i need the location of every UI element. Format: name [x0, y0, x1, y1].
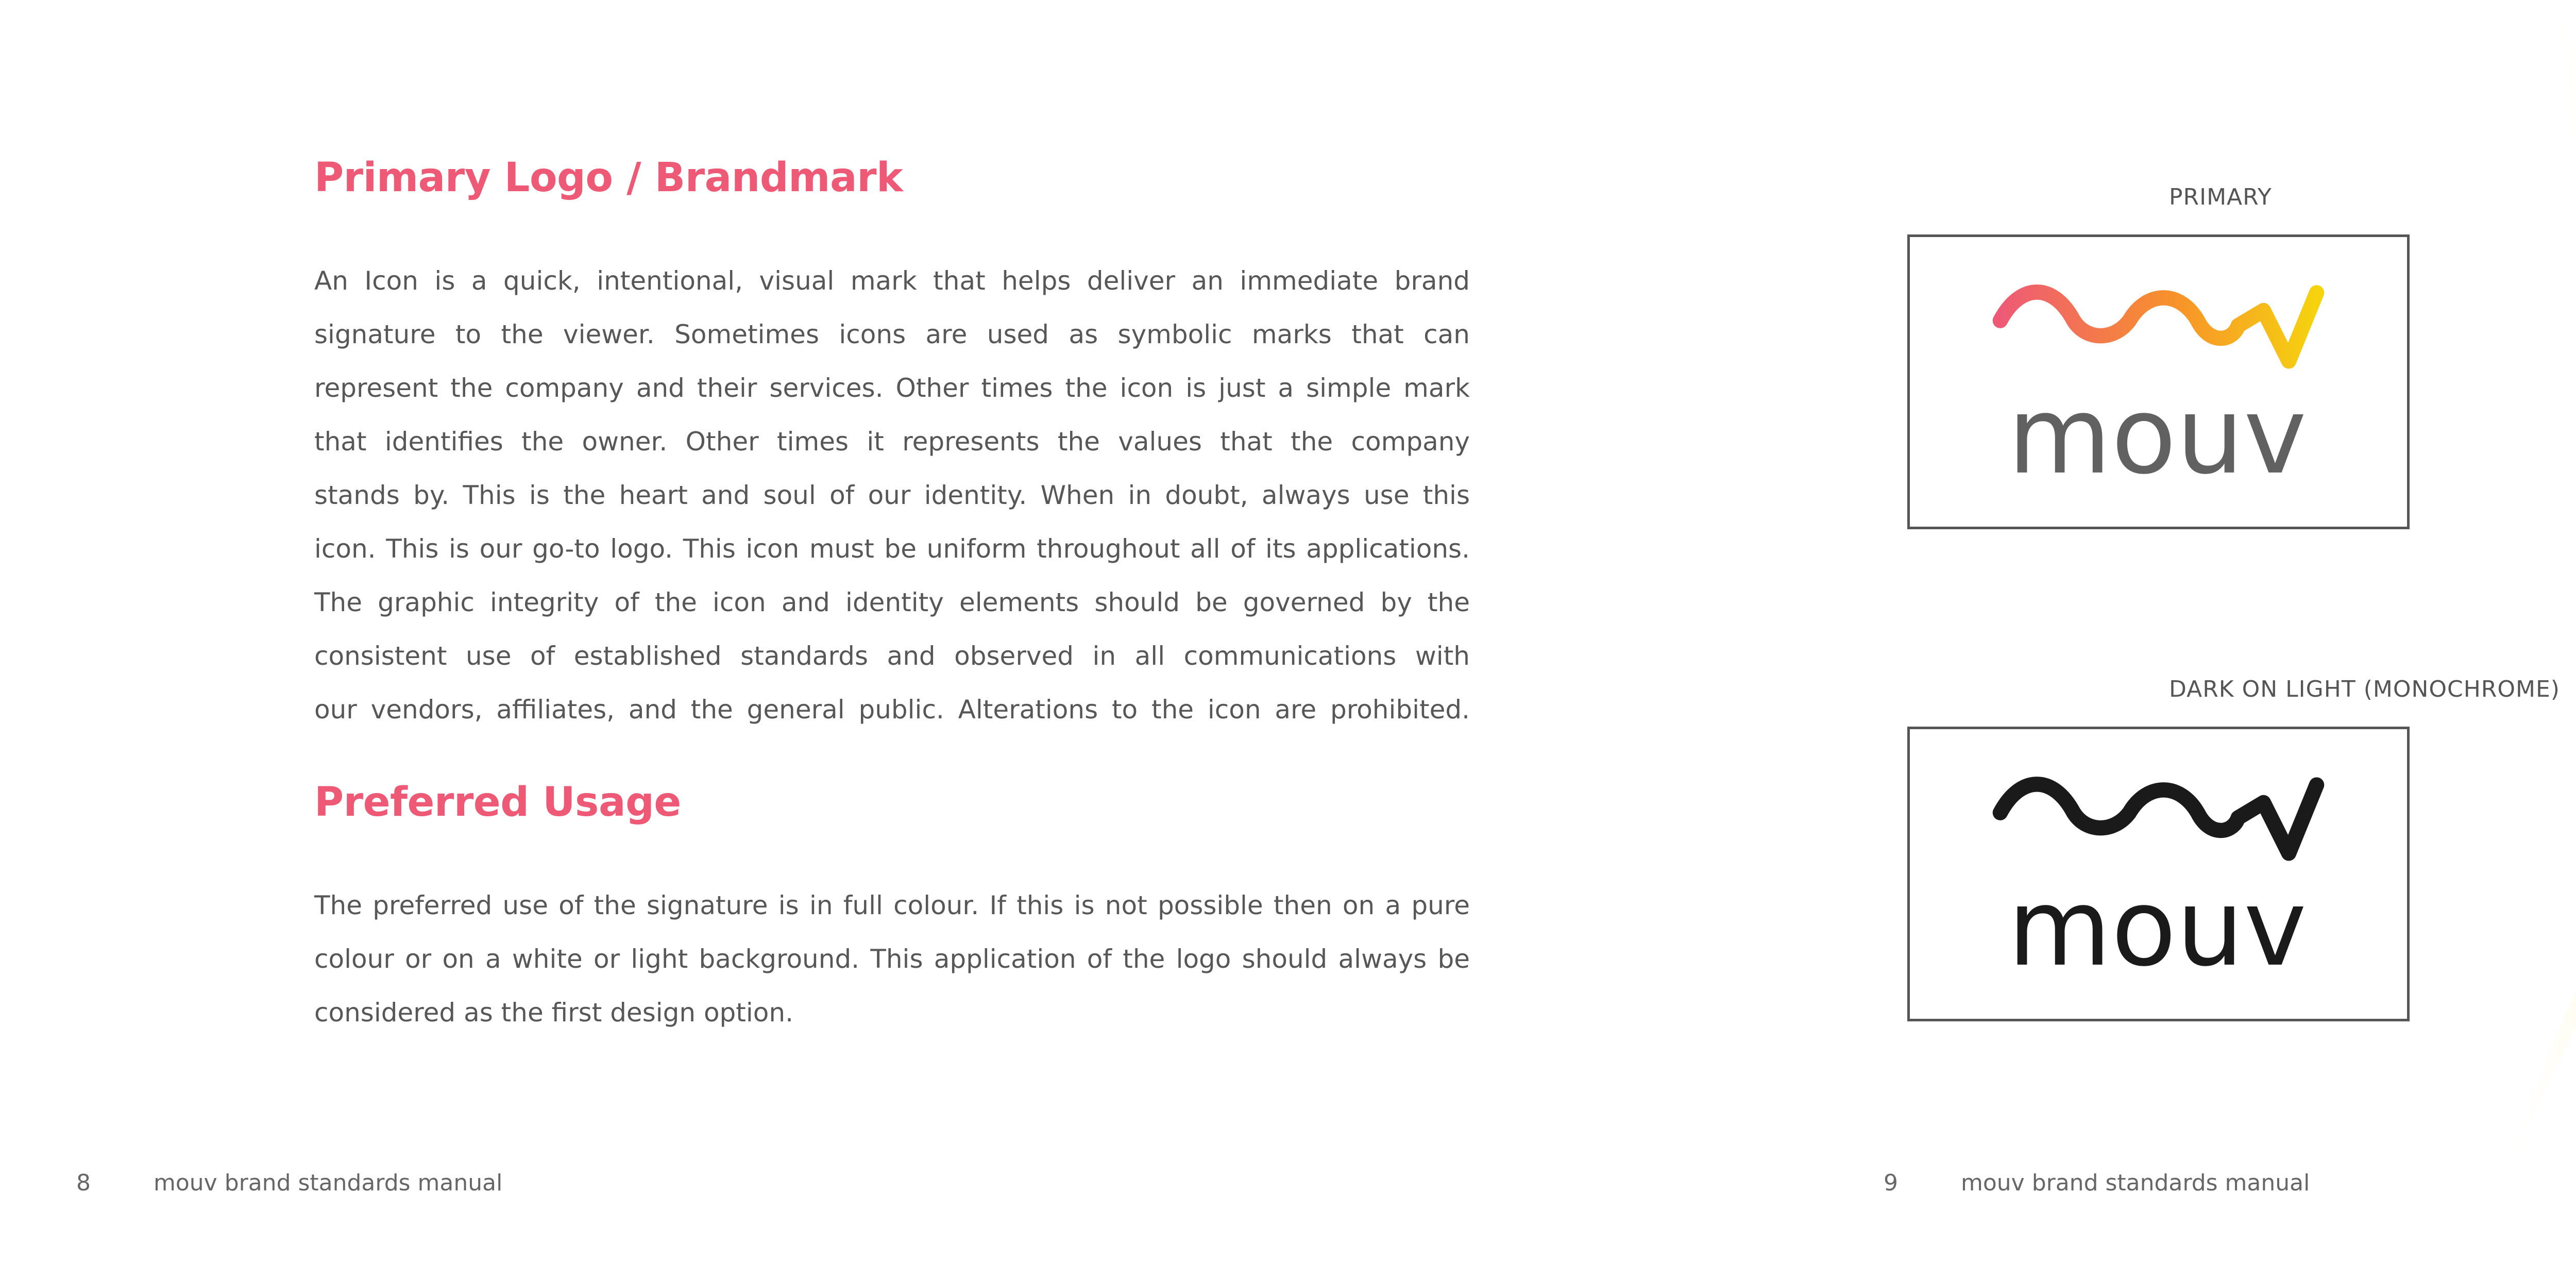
paragraph-line: represent the company and their services. Other times the icon is just a simple mark: [314, 373, 1470, 403]
right-page: [1807, 0, 2576, 1278]
page-number: 9: [1884, 1170, 1898, 1196]
footer-title: mouv brand standards manual: [154, 1170, 503, 1196]
primary-logo-label: PRIMARY: [2169, 184, 2272, 210]
wordmark: mouv: [2008, 373, 2307, 498]
footer-title: mouv brand standards manual: [1961, 1170, 2310, 1196]
paragraph-line: considered as the first design option.: [314, 998, 793, 1028]
dark-on-light-mono-label: DARK ON LIGHT (MONOCHROME): [2169, 676, 2560, 702]
paragraph-line: The preferred use of the signature is in full colour. If this is not possible then on a pure: [314, 890, 1470, 920]
wordmark: mouv: [2008, 865, 2307, 990]
paragraph-line: The graphic integrity of the icon and identity elements should be governed by the: [314, 587, 1470, 617]
paragraph-line: our vendors, affiliates, and the general public. Alterations to the icon are prohibited.: [314, 695, 1470, 725]
paragraph-line: icon. This is our go-to logo. This icon must be uniform throughout all of its applications.: [314, 534, 1470, 564]
paragraph-line: signature to the viewer. Sometimes icons are used as symbolic marks that can: [314, 320, 1470, 349]
paragraph-line: consistent use of established standards and observed in all communications with: [314, 641, 1470, 671]
paragraph-line: colour or on a white or light background. This application of the logo should always be: [314, 944, 1470, 974]
primary-logo-heading: Primary Logo / Brandmark: [314, 155, 903, 201]
preferred-usage-paragraph: [314, 879, 1470, 1039]
page-number: 8: [76, 1170, 91, 1196]
paragraph-line: that identifies the owner. Other times it represents the values that the company: [314, 427, 1470, 457]
primary-logo-paragraph: [314, 254, 1470, 736]
preferred-usage-heading: Preferred Usage: [314, 779, 681, 826]
paragraph-line: stands by. This is the heart and soul of our identity. When in doubt, always use this: [314, 480, 1470, 510]
paragraph-line: An Icon is a quick, intentional, visual mark that helps deliver an immediate brand: [314, 266, 1470, 296]
